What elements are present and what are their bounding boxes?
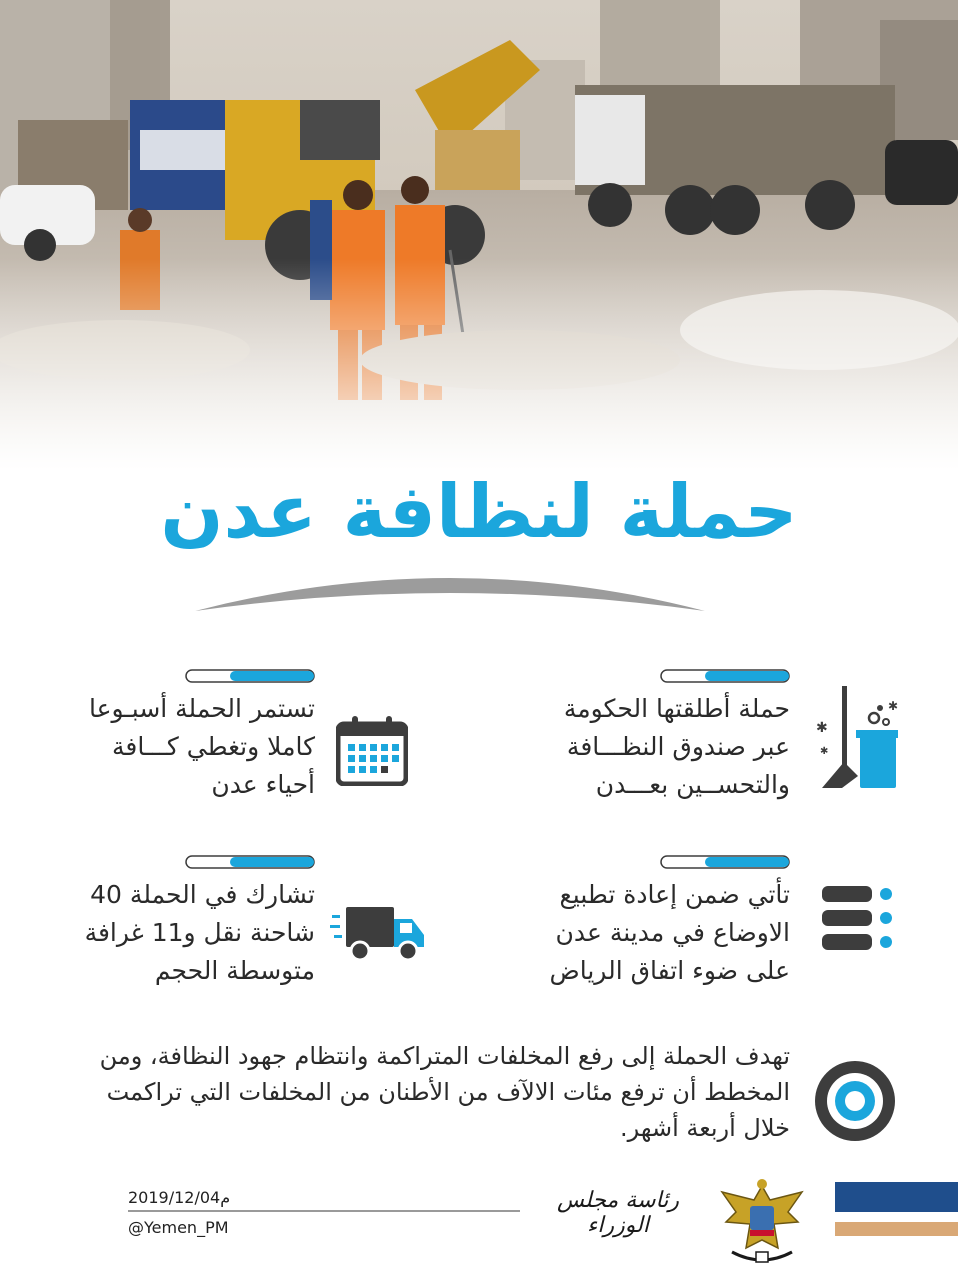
page-title: حملة لنظافة عدن xyxy=(160,469,798,555)
calendar-icon xyxy=(336,714,408,786)
street-cleaning-photo xyxy=(0,0,958,470)
svg-text:✱: ✱ xyxy=(816,720,828,736)
card-launch-text: حملة أطلقتها الحكومة عبر صندوق النظـــافة والتحســين بعـــدن xyxy=(563,694,790,799)
truck-icon xyxy=(330,905,426,963)
list-icon xyxy=(822,884,896,952)
campaign-goal-text: تهدف الحملة إلى رفع المخلفات المتراكمة وانتظام جهود النظافة، ومن المخطط أن ترفع مئات الالآف من الأطنان من المخلفات التي تراكمت خلال أربعة أشهر. xyxy=(99,1042,790,1142)
title-arc-divider xyxy=(190,555,710,615)
card-2-bar xyxy=(185,669,315,683)
card-context-text: تأتي ضمن إعادة تطبيع الاوضاع في مدينة عدن على ضوء اتفاق الرياض xyxy=(549,880,790,985)
footer-divider xyxy=(128,1210,520,1212)
broom-bucket-icon xyxy=(814,684,898,790)
twitter-handle: @Yemen_PM xyxy=(128,1218,229,1237)
flag-bar-blue xyxy=(835,1182,958,1212)
card-equipment-text: تشارك في الحملة 40 شاحنة نقل و11 غرافة متوسطة الحجم xyxy=(84,880,315,985)
card-3-bar xyxy=(660,855,790,869)
flag-bar-tan xyxy=(835,1222,958,1236)
cabinet-signature: رئاسة مجلس الوزراء xyxy=(557,1188,679,1238)
card-duration-text: تستمر الحملة أسبـوعا كاملا وتغطي كـــافة أحياء عدن xyxy=(89,694,315,799)
card-1-bar xyxy=(660,669,790,683)
svg-text:✱: ✱ xyxy=(820,746,829,757)
flag-bar-white xyxy=(835,1214,958,1218)
card-4-bar xyxy=(185,855,315,869)
svg-text:✱: ✱ xyxy=(888,699,898,713)
publish-date: 2019/12/04م xyxy=(128,1188,231,1207)
target-icon xyxy=(812,1058,898,1144)
yemen-eagle-emblem xyxy=(712,1178,812,1268)
